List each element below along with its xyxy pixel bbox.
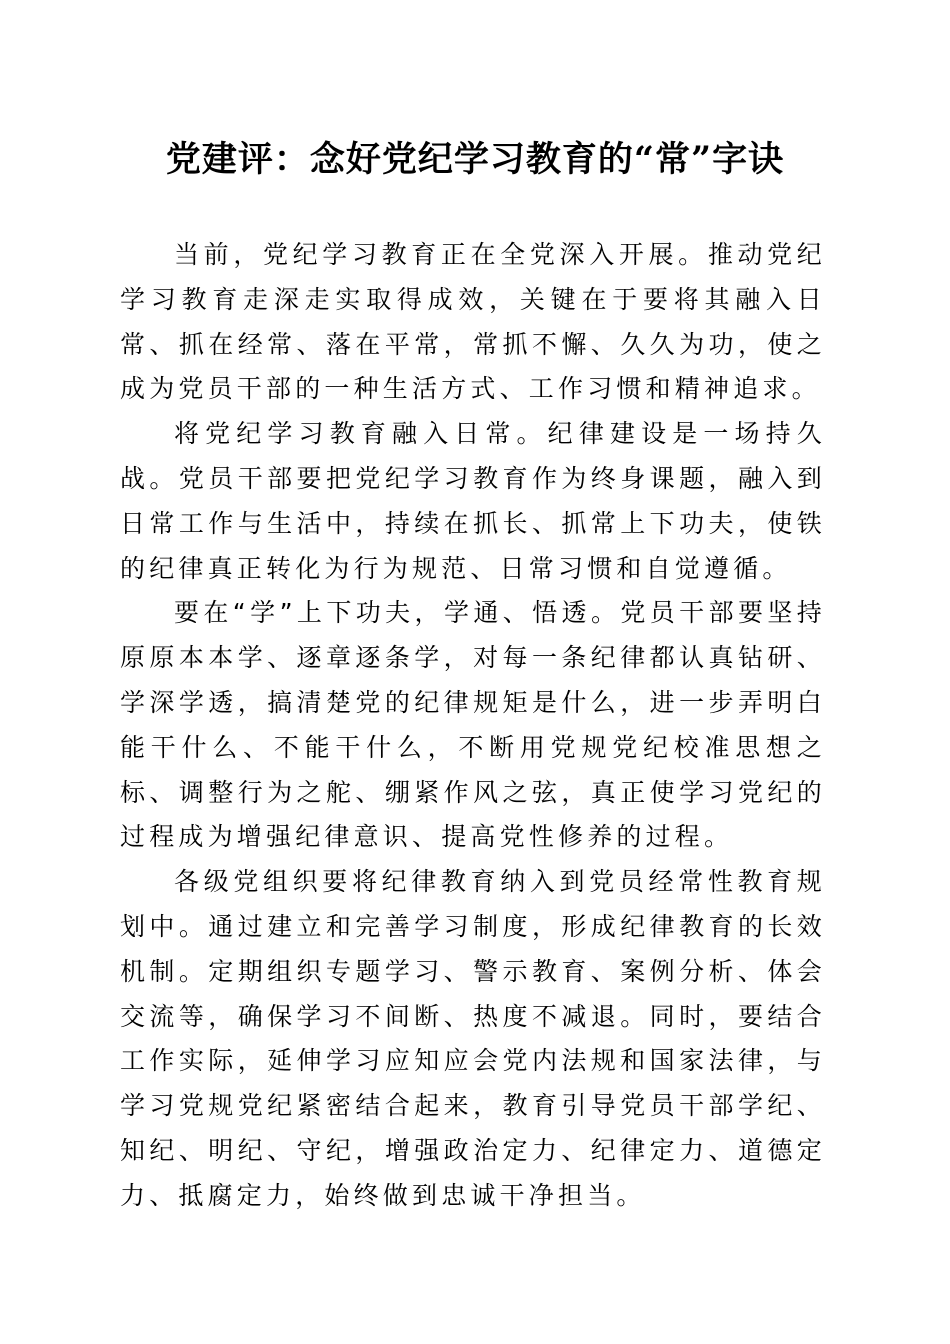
paragraph-3: 要在“学”上下功夫，学通、悟透。党员干部要坚持原原本本学、逐章逐条学，对每一条纪律都认真钻研、学深学透，搞清楚党的纪律规矩是什么，进一步弄明白能干什么、不能干什么，不断用党规党纪校准思想之标、调整行为之舵、绷紧作风之弦，真正使学习党纪的过程成为增强纪律意识、提高党性修养的过程。 — [120, 598, 826, 852]
document-title: 党建评：念好党纪学习教育的“常”字诀 — [165, 139, 785, 180]
paragraph-2: 将党纪学习教育融入日常。纪律建设是一场持久战。党员干部要把党纪学习教育作为终身课题，融入到日常工作与生活中，持续在抓长、抓常上下功夫，使铁的纪律真正转化为行为规范、日常习惯和自觉遵循。 — [120, 419, 826, 583]
paragraph-1: 当前，党纪学习教育正在全党深入开展。推动党纪学习教育走深走实取得成效，关键在于要将其融入日常、抓在经常、落在平常，常抓不懈、久久为功，使之成为党员干部的一种生活方式、工作习惯和精神追求。 — [120, 240, 826, 404]
paragraph-4: 各级党组织要将纪律教育纳入到党员经常性教育规划中。通过建立和完善学习制度，形成纪律教育的长效机制。定期组织专题学习、警示教育、案例分析、体会交流等，确保学习不间断、热度不减退。同时，要结合工作实际，延伸学习应知应会党内法规和国家法律，与学习党规党纪紧密结合起来，教育引导党员干部学纪、知纪、明纪、守纪，增强政治定力、纪律定力、道德定力、抵腐定力，始终做到忠诚干净担当。 — [120, 867, 826, 1210]
document-body — [120, 233, 826, 1219]
